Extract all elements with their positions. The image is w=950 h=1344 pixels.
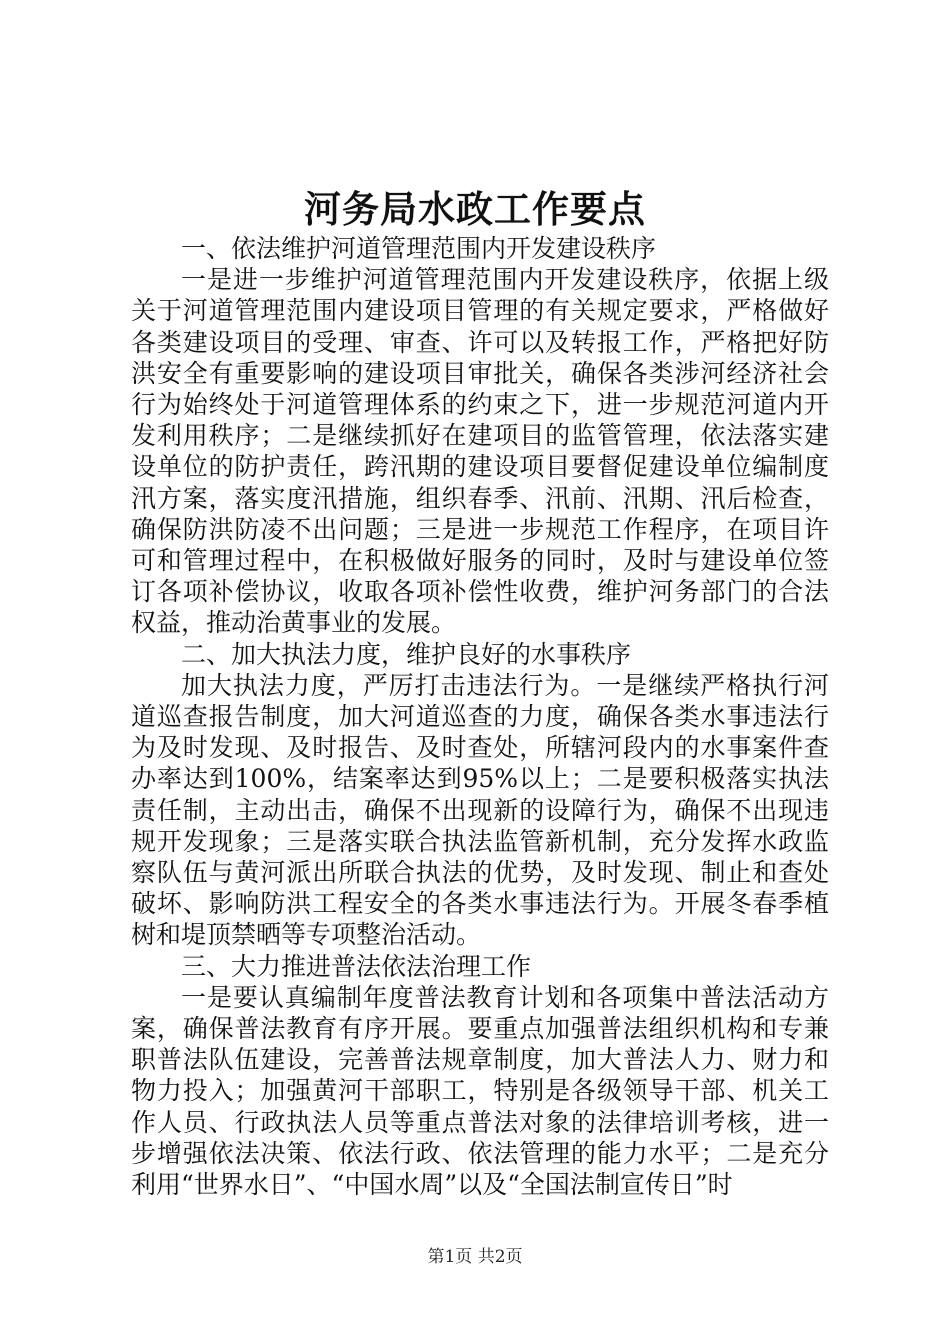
- document-body: [131, 233, 829, 1200]
- section-paragraph-3: 一是要认真编制年度普法教育计划和各项集中普法活动方案，确保普法教育有序开展。要重点加强普法组织机构和专兼职普法队伍建设，完善普法规章制度，加大普法人力、财力和物力投入；加强黄河干部职工，特别是各级领导干部、机关工作人员、行政执法人员等重点普法对象的法律培训考核，进一步增强依法决策、依法行政、依法管理的能力水平；二是充分利用“世界水日”、“中国水周”以及“全国法制宣传日”时: [131, 982, 829, 1200]
- section-paragraph-2: 加大执法力度，严厉打击违法行为。一是继续严格执行河道巡查报告制度，加大河道巡查的力度，确保各类水事违法行为及时发现、及时报告、及时查处，所辖河段内的水事案件查办率达到100%，结案率达到95%以上；二是要积极落实执法责任制，主动出击，确保不出现新的设障行为，确保不出现违规开发现象；三是落实联合执法监管新机制，充分发挥水政监察队伍与黄河派出所联合执法的优势，及时发现、制止和查处破坏、影响防洪工程安全的各类水事违法行为。开展冬春季植树和堤顶禁晒等专项整治活动。: [131, 670, 829, 950]
- section-heading-2: 二、加大执法力度，维护良好的水事秩序: [181, 639, 632, 669]
- page-footer: 第1页 共2页: [427, 1247, 523, 1267]
- section-heading-3: 三、大力推进普法依法治理工作: [181, 951, 532, 981]
- section-paragraph-1: 一是进一步维护河道管理范围内开发建设秩序，依据上级关于河道管理范围内建设项目管理的有关规定要求，严格做好各类建设项目的受理、审查、许可以及转报工作，严格把好防洪安全有重要影响的建设项目审批关，确保各类涉河经济社会行为始终处于河道管理体系的约束之下，进一步规范河道内开发利用秩序；二是继续抓好在建项目的监管管理，依法落实建设单位的防护责任，跨汛期的建设项目要督促建设单位编制度汛方案，落实度汛措施，组织春季、汛前、汛期、汛后检查，确保防洪防凌不出问题；三是进一步规范工作程序，在项目许可和管理过程中，在积极做好服务的同时，及时与建设单位签订各项补偿协议，收取各项补偿性收费，维护河务部门的合法权益，推动治黄事业的发展。: [131, 265, 829, 638]
- document-title: 河务局水政工作要点: [304, 187, 646, 231]
- section-heading-1: 一、依法维护河道管理范围内开发建设秩序: [181, 234, 657, 263]
